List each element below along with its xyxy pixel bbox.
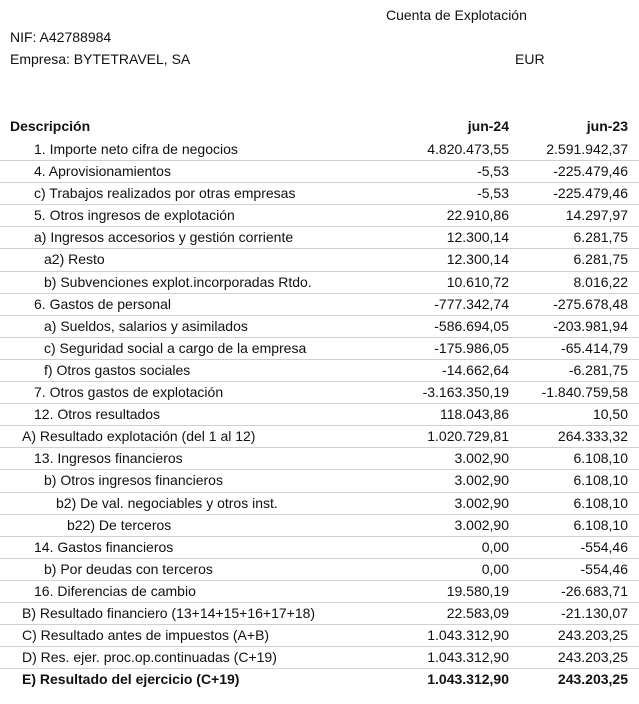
report-title: Cuenta de Explotación xyxy=(386,7,527,23)
row-label: a) Ingresos accesorios y gestión corriente xyxy=(34,229,294,246)
row-label: f) Otros gastos sociales xyxy=(44,361,191,378)
row-label: C) Resultado antes de impuestos (A+B) xyxy=(22,627,270,644)
row-value-period1: 1.043.312,90 xyxy=(427,671,509,688)
row-value-period2: 6.108,10 xyxy=(573,450,628,467)
row-label: 5. Otros ingresos de explotación xyxy=(34,207,235,224)
table-row xyxy=(0,448,639,470)
table-row-total xyxy=(0,669,639,691)
row-label: c) Seguridad social a cargo de la empresa xyxy=(44,339,307,356)
row-value-period2: 243.203,25 xyxy=(557,649,628,666)
table-row xyxy=(0,161,639,183)
row-value-period2: 2.591.942,37 xyxy=(546,141,628,157)
row-label: 16. Diferencias de cambio xyxy=(34,582,196,599)
row-value-period2: 264.333,32 xyxy=(557,428,628,445)
row-value-period1: 1.043.312,90 xyxy=(427,627,509,644)
row-value-period1: -5,53 xyxy=(477,163,509,180)
row-value-period1: 12.300,14 xyxy=(446,251,509,268)
column-header-period2: jun-23 xyxy=(586,118,628,134)
row-value-period1: -14.662,64 xyxy=(442,361,509,378)
row-value-period1: 22.910,86 xyxy=(446,207,509,224)
row-value-period2: 243.203,25 xyxy=(557,671,628,688)
row-value-period1: 4.820.473,55 xyxy=(427,141,509,157)
row-label: c) Trabajos realizados por otras empresas xyxy=(34,185,296,202)
table-row xyxy=(0,272,639,294)
row-value-period1: -777.342,74 xyxy=(434,295,509,312)
table-row xyxy=(0,625,639,647)
row-value-period2: 8.016,22 xyxy=(573,273,628,290)
table-row xyxy=(0,338,639,360)
row-label: E) Resultado del ejercicio (C+19) xyxy=(22,671,240,688)
row-value-period1: 3.002,90 xyxy=(454,494,509,511)
row-value-period2: 6.281,75 xyxy=(573,229,628,246)
table-row xyxy=(0,603,639,625)
table-row xyxy=(0,249,639,271)
table-row xyxy=(0,581,639,603)
row-value-period2: -65.414,79 xyxy=(561,339,628,356)
table-row xyxy=(0,294,639,316)
row-value-period2: 10,50 xyxy=(592,406,628,423)
row-value-period1: 1.043.312,90 xyxy=(427,649,509,666)
table-row xyxy=(0,515,639,537)
table-row xyxy=(0,537,639,559)
row-label: b2) De val. negociables y otros inst. xyxy=(56,494,278,511)
row-label: a) Sueldos, salarios y asimilados xyxy=(44,317,248,334)
row-value-period2: 6.281,75 xyxy=(573,251,628,268)
row-value-period2: -203.981,94 xyxy=(553,317,628,334)
row-value-period1: 118.043,86 xyxy=(439,406,509,423)
row-value-period1: -175.986,05 xyxy=(434,339,509,356)
row-value-period2: -26.683,71 xyxy=(561,582,628,599)
row-label: a2) Resto xyxy=(44,251,105,268)
row-value-period2: 6.108,10 xyxy=(573,472,628,489)
table-row xyxy=(0,470,639,492)
row-value-period2: -554,46 xyxy=(580,560,628,577)
row-value-period2: -275.678,48 xyxy=(553,295,628,312)
row-label: b) Subvenciones explot.incorporadas Rtdo. xyxy=(44,273,312,290)
row-label: 13. Ingresos financieros xyxy=(34,450,183,467)
table-row xyxy=(0,139,639,161)
row-value-period1: -5,53 xyxy=(477,185,509,202)
currency-label: EUR xyxy=(515,51,545,67)
table-row xyxy=(0,316,639,338)
row-value-period2: 6.108,10 xyxy=(573,494,628,511)
row-value-period2: -225.479,46 xyxy=(553,185,628,202)
row-label: b22) De terceros xyxy=(67,516,172,533)
row-value-period1: 3.002,90 xyxy=(454,472,509,489)
row-label: 6. Gastos de personal xyxy=(34,295,171,312)
row-label: 4. Aprovisionamientos xyxy=(34,163,171,180)
nif-label: NIF: A42788984 xyxy=(10,29,112,45)
company-label: Empresa: BYTETRAVEL, SA xyxy=(10,51,191,67)
row-value-period1: 0,00 xyxy=(481,538,509,555)
row-value-period1: 0,00 xyxy=(481,560,509,577)
row-value-period1: 3.002,90 xyxy=(454,450,509,467)
table-row xyxy=(0,647,639,669)
row-value-period2: 6.108,10 xyxy=(573,516,628,533)
row-value-period1: 3.002,90 xyxy=(454,516,509,533)
row-value-period2: 14.297,97 xyxy=(565,207,628,224)
table-row xyxy=(0,493,639,515)
row-value-period1: 12.300,14 xyxy=(446,229,509,246)
row-value-period1: 10.610,72 xyxy=(446,273,509,290)
row-value-period2: -225.479,46 xyxy=(553,163,628,180)
row-label: 1. Importe neto cifra de negocios xyxy=(34,141,238,157)
row-value-period1: 1.020.729,81 xyxy=(427,428,509,445)
column-header-description: Descripción xyxy=(10,118,91,134)
row-value-period1: -586.694,05 xyxy=(434,317,509,334)
income-statement-table xyxy=(0,139,639,691)
row-value-period1: 19.580,19 xyxy=(446,582,509,599)
row-value-period2: -21.130,07 xyxy=(561,604,628,621)
row-label: b) Otros ingresos financieros xyxy=(44,472,223,489)
row-label: B) Resultado financiero (13+14+15+16+17+18) xyxy=(22,604,316,621)
row-label: D) Res. ejer. proc.op.continuadas (C+19) xyxy=(22,649,277,666)
row-label: 14. Gastos financieros xyxy=(34,538,174,555)
row-value-period2: -554,46 xyxy=(580,538,628,555)
row-label: A) Resultado explotación (del 1 al 12) xyxy=(22,428,256,445)
row-value-period2: -1.840.759,58 xyxy=(541,384,628,401)
table-row xyxy=(0,205,639,227)
row-value-period2: -6.281,75 xyxy=(568,361,628,378)
row-value-period2: 243.203,25 xyxy=(557,627,628,644)
row-label: b) Por deudas con terceros xyxy=(44,560,213,577)
column-header-period1: jun-24 xyxy=(467,118,509,134)
table-row xyxy=(0,426,639,448)
table-row xyxy=(0,559,639,581)
table-row xyxy=(0,183,639,205)
row-value-period1: -3.163.350,19 xyxy=(422,384,509,401)
table-row xyxy=(0,227,639,249)
table-row xyxy=(0,382,639,404)
table-row xyxy=(0,404,639,426)
row-value-period1: 22.583,09 xyxy=(446,604,509,621)
table-row xyxy=(0,360,639,382)
row-label: 7. Otros gastos de explotación xyxy=(34,384,224,401)
row-label: 12. Otros resultados xyxy=(34,406,161,423)
